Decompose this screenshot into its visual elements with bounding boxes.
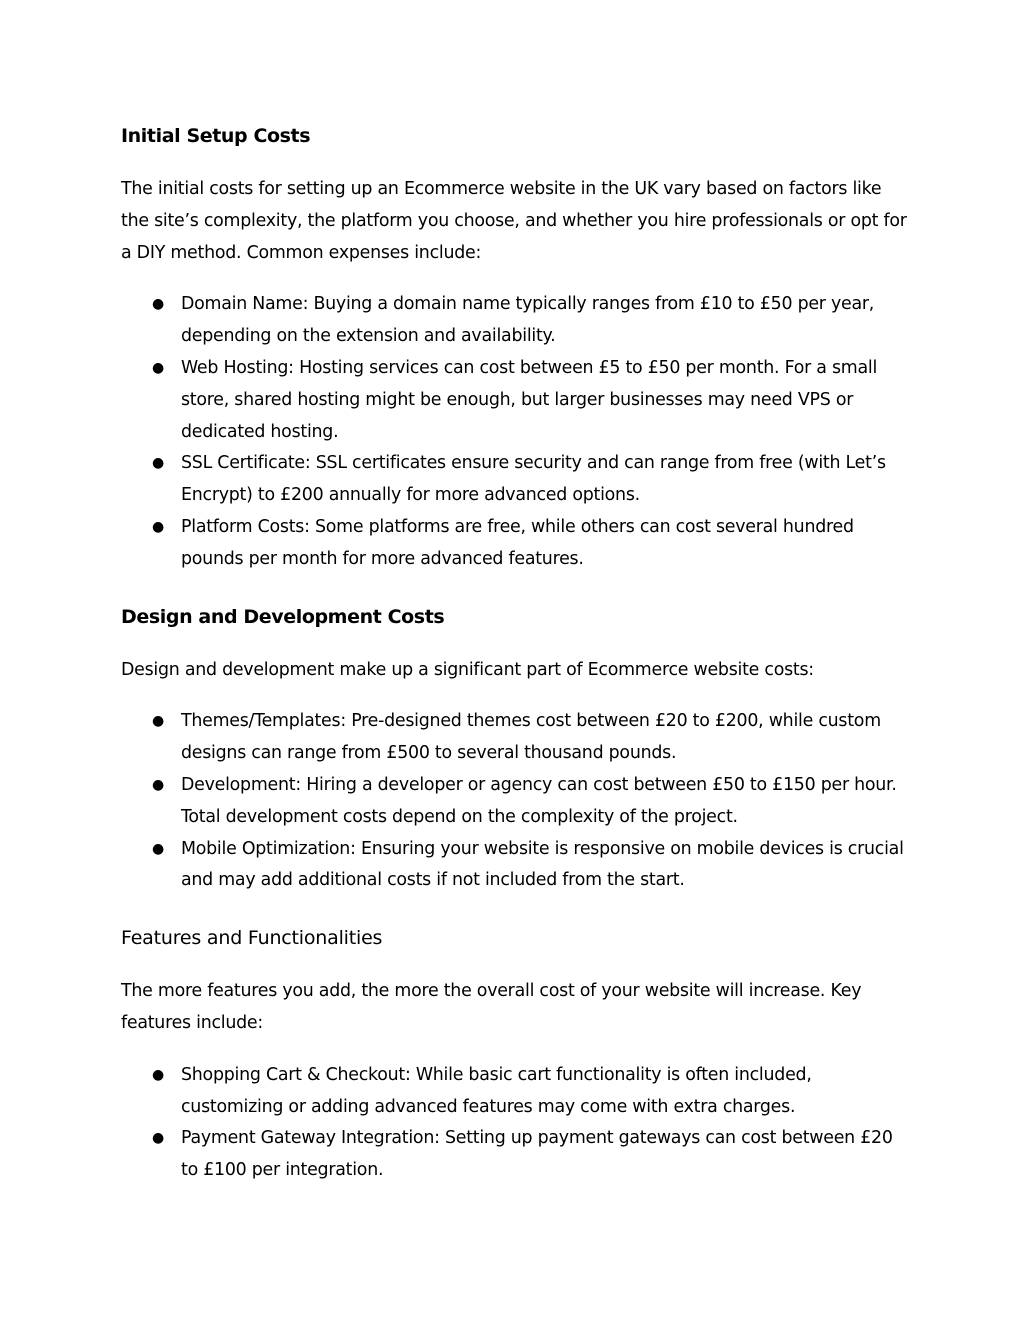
bullet-icon: ● bbox=[152, 840, 164, 857]
list-item: ● Platform Costs: Some platforms are free, while others can cost several hundred pounds per month for more advanced features. bbox=[121, 512, 911, 576]
list-item: ● Domain Name: Buying a domain name typically ranges from £10 to £50 per year, depending on the extension and availability. bbox=[121, 289, 911, 353]
bullet-icon: ● bbox=[152, 455, 164, 472]
bullet-list bbox=[121, 289, 911, 575]
list-item: ● Web Hosting: Hosting services can cost between £5 to £50 per month. For a small store, shared hosting might be enough, but larger businesses may need VPS or dedicated hosting. bbox=[121, 353, 911, 448]
section-heading-design-development: Design and Development Costs bbox=[121, 605, 445, 628]
list-item: ● SSL Certificate: SSL certificates ensure security and can range from free (with Let’s Encrypt) to £200 annually for more advanced options. bbox=[121, 448, 911, 512]
bullet-icon: ● bbox=[152, 1130, 164, 1147]
section-heading-initial-setup: Initial Setup Costs bbox=[121, 125, 311, 147]
document-content bbox=[121, 120, 911, 1187]
section-heading-features: Features and Functionalities bbox=[121, 927, 383, 950]
bullet-icon: ● bbox=[152, 518, 164, 535]
list-item: ● Mobile Optimization: Ensuring your website is responsive on mobile devices is crucial and may add additional costs if not included from the start. bbox=[121, 834, 911, 898]
list-item: ● Shopping Cart & Checkout: While basic cart functionality is often included, customizing or adding advanced features may come with extra charges. bbox=[121, 1060, 911, 1124]
bullet-list bbox=[121, 706, 911, 897]
bullet-icon: ● bbox=[152, 296, 164, 313]
section-intro: The more features you add, the more the overall cost of your website will increase. Key features include: bbox=[121, 981, 862, 1033]
list-item: ● Development: Hiring a developer or agency can cost between £50 to £150 per hour. Total development costs depend on the complexity of the project. bbox=[121, 770, 911, 834]
bullet-icon: ● bbox=[152, 359, 164, 376]
section-intro: Design and development make up a significant part of Ecommerce website costs: bbox=[121, 659, 814, 680]
list-item: ● Themes/Templates: Pre-designed themes cost between £20 to £200, while custom designs can range from £500 to several thousand pounds. bbox=[121, 706, 911, 770]
section-intro: The initial costs for setting up an Ecommerce website in the UK vary based on factors like the site’s complexity, the platform you choose, and whether you hire professionals or opt for a DIY method. Common expenses include: bbox=[121, 179, 907, 263]
bullet-icon: ● bbox=[152, 713, 164, 730]
list-item: ● Payment Gateway Integration: Setting up payment gateways can cost between £20 to £100 per integration. bbox=[121, 1123, 911, 1187]
bullet-icon: ● bbox=[152, 776, 164, 793]
bullet-list bbox=[121, 1060, 911, 1187]
bullet-icon: ● bbox=[152, 1066, 164, 1083]
